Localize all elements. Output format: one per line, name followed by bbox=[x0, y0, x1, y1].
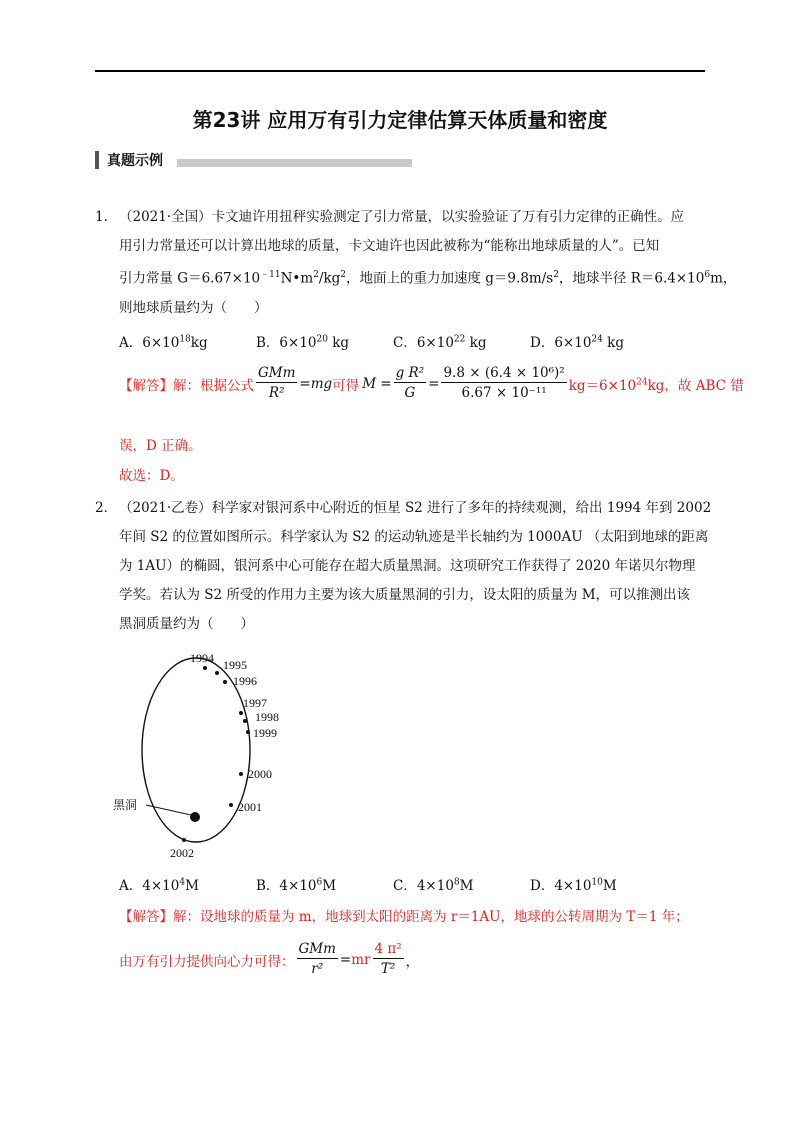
formula-fraction: $\frac{\text{GMm}}{\text{R²}}$ bbox=[258, 365, 296, 401]
q2-answer-line-2: 由万有引力提供向心力可得： $\frac{\text{GMm}}{\text{r²}}$ = mr $\frac{\text{4 π²}}{\text{T²}}$ ， bbox=[119, 941, 420, 977]
q1-option-b: B．$6\times 10^{20}$ kg bbox=[256, 334, 350, 351]
q2-line-3: 为 1AU）的椭圆，银河系中心可能存在超大质量黑洞。这项研究工作获得了 2020 年诺贝尔物理 bbox=[119, 558, 696, 574]
section-bar bbox=[95, 151, 99, 169]
q1-answer-line-3: 故选：D。 bbox=[119, 468, 184, 484]
page-title: 第23讲 应用万有引力定律估算天体质量和密度 bbox=[192, 108, 608, 132]
q2-answer-line-1: 【解答】解：设地球的质量为 m，地球到太阳的距离为 r＝1AU，地球的公转周期为 T＝1 年； bbox=[119, 909, 689, 925]
year-label: 2002 bbox=[170, 846, 194, 860]
orbit-point bbox=[246, 730, 250, 734]
orbit-point bbox=[229, 803, 233, 807]
q1-line-4: 则地球质量约为（ ） bbox=[119, 299, 268, 316]
black-hole-label: 黑洞 bbox=[113, 798, 138, 812]
year-label: 1996 bbox=[233, 674, 257, 688]
answer-tag: 【解答】 bbox=[119, 909, 173, 925]
year-label: 2000 bbox=[248, 767, 272, 781]
top-rule bbox=[95, 70, 705, 72]
formula-fraction: $\frac{\text{GMm}}{\text{r²}}$ bbox=[298, 941, 336, 977]
year-label: 2001 bbox=[238, 800, 262, 814]
orbit-point bbox=[239, 711, 243, 715]
q2-option-b: B．$4\times 10^6M$ bbox=[256, 877, 337, 894]
q2-option-c: C．$4\times 10^8M$ bbox=[393, 877, 474, 894]
q1-answer-line-2: 误，D 正确。 bbox=[119, 438, 202, 454]
year-label: 1999 bbox=[253, 726, 277, 740]
q1-answer-line-1: 【解答】 解：根据公式 $\frac{\text{GMm}}{\text{R²}}$ =mg 可得 M = $\frac{\text{g R²}}{G}$ = $\frac{\text{9.8 × (6.4 × 10⁶)²}}{\text{6.67 × 10⁻¹¹}}$ $kg=6\times 10^{24}kg$，故 ABC 错 bbox=[119, 365, 744, 401]
orbit-point bbox=[182, 838, 186, 842]
orbit-point bbox=[203, 666, 207, 670]
q1-option-d: D．$6\times 10^{24}$ kg bbox=[530, 334, 624, 351]
q2-line-4: 学奖。若认为 S2 所受的作用力主要为该大质量黑洞的引力，设太阳的质量为 M，可以推测出该 bbox=[119, 587, 691, 603]
q2-line-5: 黑洞质量约为（ ） bbox=[119, 616, 254, 632]
black-hole-dot bbox=[190, 812, 200, 822]
orbit-point bbox=[243, 719, 247, 723]
answer-tag: 【解答】 bbox=[119, 377, 173, 394]
q2-options bbox=[119, 874, 667, 894]
section-header bbox=[95, 150, 412, 170]
q1-line-2: 用引力常量还可以计算出地球的质量，卡文迪许也因此被称为“能称出地球质量的人”。已知 bbox=[119, 238, 660, 254]
formula-fraction: $\frac{\text{9.8 × (6.4 × 10⁶)²}}{\text{6.67 × 10⁻¹¹}}$ bbox=[443, 365, 565, 401]
question-number: 2． bbox=[95, 500, 118, 516]
formula-fraction: $\frac{\text{4 π²}}{\text{T²}}$ bbox=[374, 941, 402, 977]
q1-option-c: C．$6\times 10^{22}$ kg bbox=[393, 334, 487, 351]
q1-line-3: 引力常量 $G=6.67\times 10^{﹣11}N•m^2/kg^2$，地面上的重力加速度 $g=9.8m/s^2$，地球半径 $R=6.4\times 10^6m$， bbox=[119, 270, 737, 287]
section-strip bbox=[177, 159, 412, 167]
year-label: 1997 bbox=[243, 696, 267, 710]
year-label: 1995 bbox=[223, 658, 247, 672]
year-label: 1994 bbox=[190, 651, 214, 665]
section-label: 真题示例 bbox=[107, 153, 163, 169]
q1-line-1: （2021·全国）卡文迪许用扭秤实验测定了引力常量，以实验验证了万有引力定律的正确性。应 bbox=[119, 209, 685, 225]
question-2 bbox=[95, 494, 715, 639]
orbit-diagram bbox=[110, 645, 300, 865]
q2-option-d: D．$4\times 10^{10}M$ bbox=[530, 877, 617, 894]
q2-line-1: （2021·乙卷）科学家对银河系中心附近的恒星 S2 进行了多年的持续观测，给出 1994 年到 2002 bbox=[119, 500, 712, 516]
year-label: 1998 bbox=[255, 710, 279, 724]
black-hole-pointer bbox=[146, 805, 191, 815]
q1-options bbox=[119, 331, 667, 351]
orbit-point bbox=[223, 680, 227, 684]
q2-option-a: A．$4\times 10^4M$ bbox=[119, 877, 199, 894]
q1-option-a: A．$6\times 10^{18}kg$ bbox=[119, 334, 208, 351]
formula-fraction: $\frac{\text{g R²}}{G}$ bbox=[395, 365, 425, 401]
q2-line-2: 年间 S2 的位置如图所示。科学家认为 S2 的运动轨迹是半长轴约为 1000AU （太阳到地球的距离 bbox=[119, 529, 709, 545]
question-number: 1． bbox=[95, 209, 118, 225]
orbit-point bbox=[215, 671, 219, 675]
question-1 bbox=[95, 203, 737, 323]
orbit-point bbox=[239, 772, 243, 776]
